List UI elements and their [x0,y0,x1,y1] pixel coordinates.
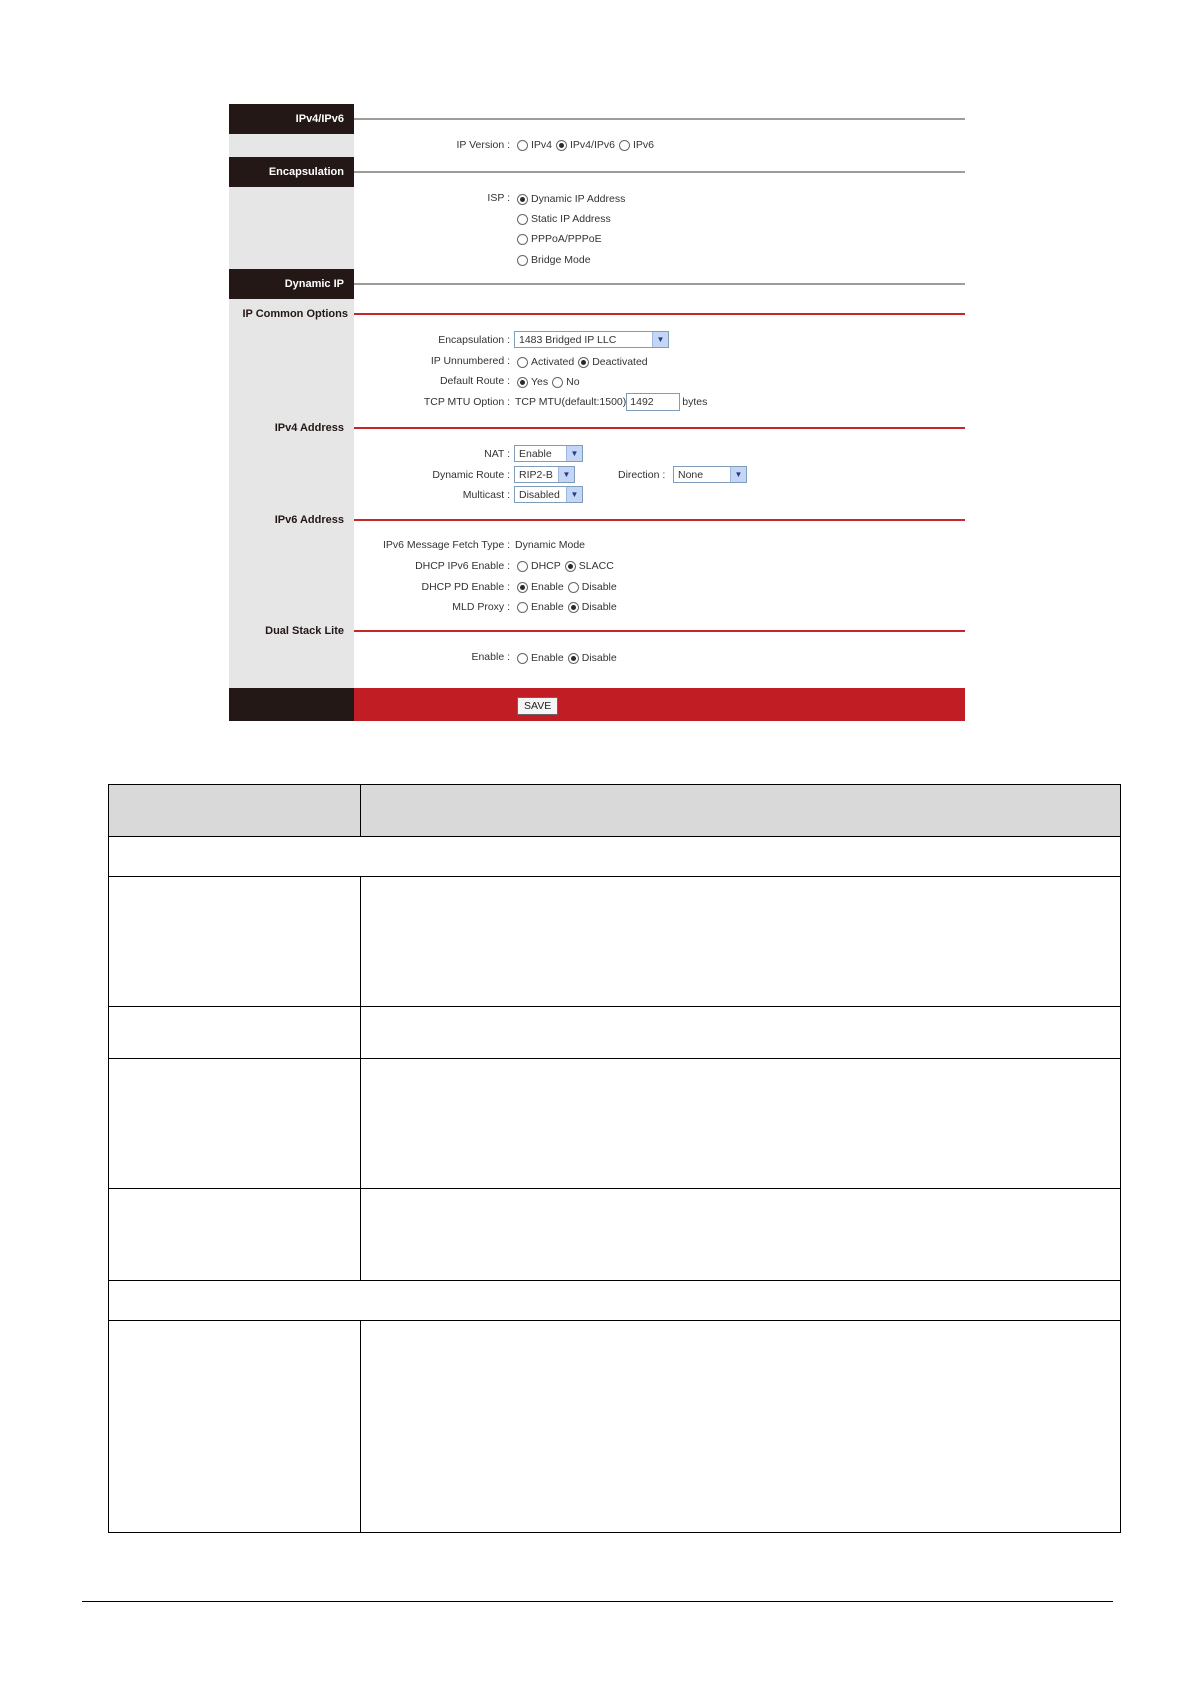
table-cell [361,1007,1120,1058]
radio-icon[interactable] [517,602,528,613]
ip-version-ipv6[interactable]: IPv6 [619,137,654,153]
table-cell [361,1059,1120,1188]
section-ipv4ipv6: IPv4/IPv6 [229,104,354,134]
table-cell [109,1007,361,1058]
dhcp-pd-label: DHCP PD Enable : [421,581,510,593]
section-dynamic-ip: Dynamic IP [229,269,354,299]
save-button[interactable]: SAVE [517,697,558,715]
radio-icon[interactable] [517,357,528,368]
isp-option-static[interactable]: Static IP Address [517,211,611,227]
table-row [109,877,1120,1007]
chevron-down-icon[interactable]: ▼ [730,467,746,482]
divider [354,283,965,285]
direction-field [673,466,747,483]
section-ipv6-address: IPv6 Address [274,514,344,526]
divider-red [354,427,965,429]
dslite-options [517,650,621,666]
dhcp-ipv6-label: DHCP IPv6 Enable : [415,560,510,572]
description-table [108,784,1121,1533]
table-header-cell [361,785,1120,836]
fetch-type-value: Dynamic Mode [515,539,586,551]
default-route-label: Default Route : [439,375,510,387]
table-cell [109,877,361,1006]
table-row [109,1321,1120,1532]
isp-option-bridge[interactable]: Bridge Mode [517,252,591,268]
dslite-disable[interactable]: Disable [568,650,617,666]
dhcp-ipv6-slacc[interactable]: SLACC [565,558,614,574]
table-cell [361,1189,1120,1280]
direction-select[interactable]: None ▼ [673,466,747,483]
dhcp-pd-enable[interactable]: Enable [517,579,564,595]
radio-icon[interactable] [619,140,630,151]
divider-red [354,313,965,315]
ip-version-ipv4ipv6[interactable]: IPv4/IPv6 [556,137,615,153]
section-dual-stack-lite: Dual Stack Lite [265,625,344,637]
dslite-enable-label: Enable : [471,651,510,663]
table-cell [109,1059,361,1188]
table-cell [109,1321,361,1532]
section-ipv4-address: IPv4 Address [274,422,344,434]
table-row [109,1007,1120,1059]
multicast-field [514,486,583,503]
radio-selected-icon[interactable] [578,357,589,368]
ip-version-options [517,137,658,153]
encapsulation-field [514,331,669,348]
ip-version-ipv4[interactable]: IPv4 [517,137,552,153]
tcp-mtu-label: TCP MTU Option : [423,396,510,408]
dynamic-route-select[interactable]: RIP2-B ▼ [514,466,575,483]
dynamic-route-field [514,466,575,483]
ip-version-label: IP Version : [456,139,510,151]
radio-selected-icon[interactable] [517,582,528,593]
table-row [109,1059,1120,1189]
dhcp-ipv6-options [517,558,618,574]
chevron-down-icon[interactable]: ▼ [558,467,574,482]
default-route-yes[interactable]: Yes [517,374,548,390]
section-encapsulation: Encapsulation [229,157,354,187]
table-header-cell [109,785,361,836]
mld-proxy-disable[interactable]: Disable [568,599,617,615]
dslite-enable[interactable]: Enable [517,650,564,666]
radio-icon[interactable] [517,140,528,151]
table-row [109,1189,1120,1281]
tcp-mtu-input[interactable]: 1492 [626,393,680,411]
isp-option-pppoe[interactable]: PPPoA/PPPoE [517,231,602,247]
direction-label: Direction : [618,469,666,481]
mld-proxy-enable[interactable]: Enable [517,599,564,615]
page-footer-rule [82,1601,1113,1602]
radio-icon[interactable] [517,255,528,266]
footer-bar [354,688,965,721]
nat-label: NAT : [484,448,510,460]
table-cell [361,877,1120,1006]
dynamic-route-label: Dynamic Route : [432,469,510,481]
section-ip-common-options: IP Common Options [242,308,348,320]
tcp-mtu-field: TCP MTU(default:1500) 1492 bytes [515,393,707,411]
mld-proxy-label: MLD Proxy : [452,601,510,613]
radio-icon[interactable] [517,214,528,225]
table-header-row [109,785,1120,837]
mld-proxy-options [517,599,621,615]
radio-icon[interactable] [552,377,563,388]
multicast-select[interactable]: Disabled ▼ [514,486,583,503]
encapsulation-select[interactable]: 1483 Bridged IP LLC ▼ [514,331,669,348]
radio-selected-icon[interactable] [565,561,576,572]
radio-selected-icon[interactable] [568,602,579,613]
chevron-down-icon[interactable]: ▼ [566,446,582,461]
radio-selected-icon[interactable] [556,140,567,151]
table-section-row [109,1281,1120,1321]
dhcp-pd-options [517,579,621,595]
ip-unnumbered-deactivated[interactable]: Deactivated [578,354,647,370]
divider [354,118,965,120]
nat-select[interactable]: Enable ▼ [514,445,583,462]
isp-option-dynamic[interactable]: Dynamic IP Address [517,191,625,207]
divider-red [354,630,965,632]
radio-selected-icon[interactable] [568,653,579,664]
default-route-options [517,374,584,390]
encapsulation-label: Encapsulation : [438,334,510,346]
dhcp-pd-disable[interactable]: Disable [568,579,617,595]
table-cell [109,1189,361,1280]
divider-red [354,519,965,521]
multicast-label: Multicast : [462,489,510,501]
radio-icon[interactable] [517,653,528,664]
ip-unnumbered-activated[interactable]: Activated [517,354,574,370]
radio-icon[interactable] [568,582,579,593]
table-cell [361,1321,1120,1532]
divider [354,171,965,173]
nat-field [514,445,583,462]
ip-unnumbered-options [517,354,652,370]
radio-selected-icon[interactable] [517,194,528,205]
radio-icon[interactable] [517,561,528,572]
table-section-row [109,837,1120,877]
wan-settings-panel [229,107,965,721]
isp-label: ISP : [487,192,510,204]
ip-unnumbered-label: IP Unnumbered : [430,355,510,367]
radio-selected-icon[interactable] [517,377,528,388]
radio-icon[interactable] [517,234,528,245]
chevron-down-icon[interactable]: ▼ [652,332,668,347]
dhcp-ipv6-dhcp[interactable]: DHCP [517,558,561,574]
footer-left [229,688,354,721]
fetch-type-label: IPv6 Message Fetch Type : [382,539,510,551]
chevron-down-icon[interactable]: ▼ [566,487,582,502]
default-route-no[interactable]: No [552,374,579,390]
